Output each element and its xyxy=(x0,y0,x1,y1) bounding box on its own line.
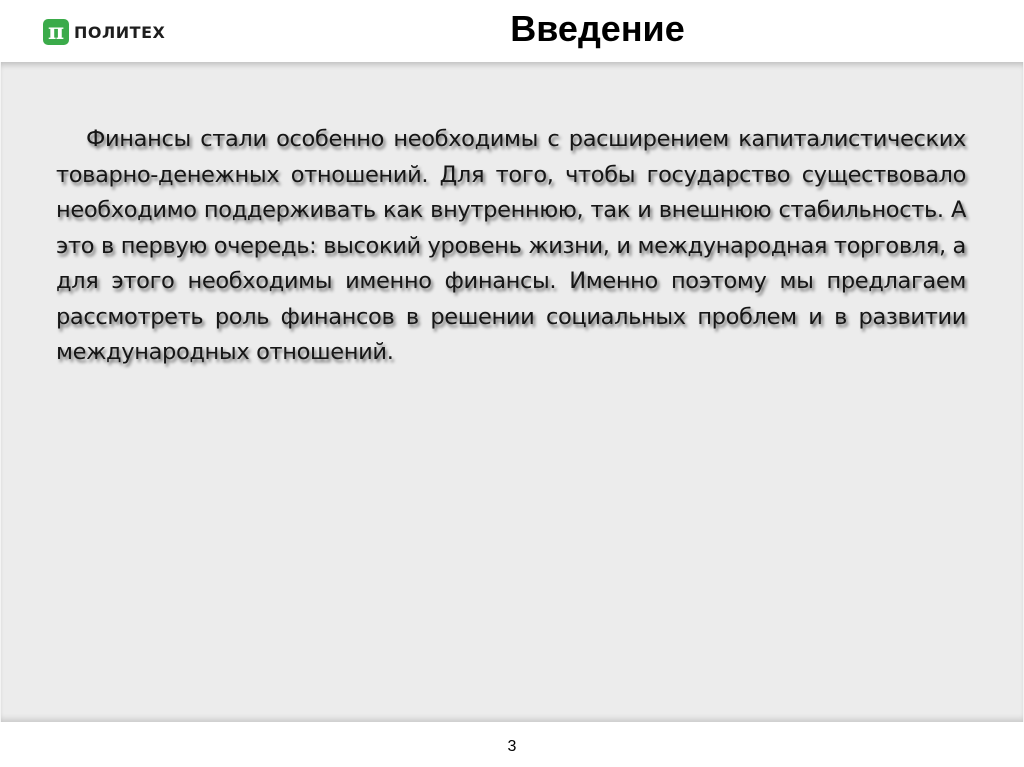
logo-text: ПОЛИТЕХ xyxy=(74,22,166,42)
pi-logo-icon: π xyxy=(43,19,69,45)
page-number: 3 xyxy=(507,738,517,755)
body-paragraph: Финансы стали особенно необходимы с расширением капиталистических товарно-денежных отношений. Для того, чтобы государство существовало необходимо поддерживать как внутреннюю, так и внешнюю стабильность. А это в первую очередь: высокий уровень жизни, и международная торговля, а для этого необходимы именно финансы. Именно поэтому мы предлагаем рассмотреть роль финансов в решении социальных проблем и в развитии международных отношений. xyxy=(56,126,966,365)
slide-footer xyxy=(0,722,1024,767)
slide-title: Введение xyxy=(510,8,685,49)
slide-header xyxy=(0,0,1024,62)
